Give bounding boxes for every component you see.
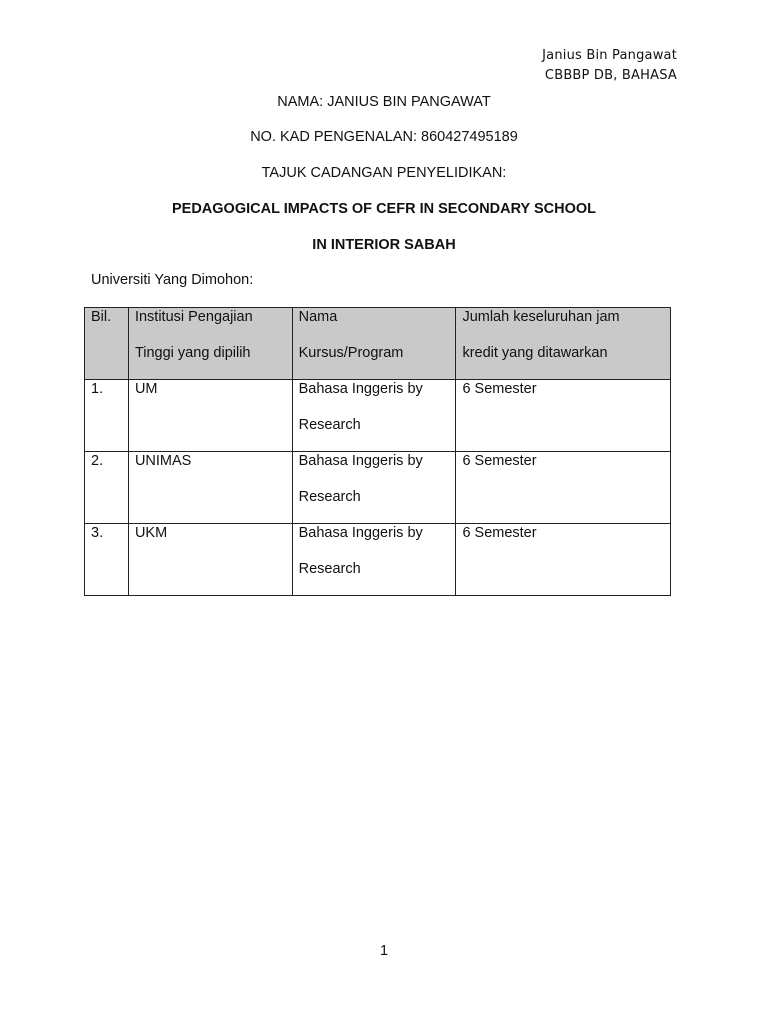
- header-program: Nama Kursus/Program: [292, 308, 456, 380]
- page-number: 1: [379, 943, 389, 959]
- cell-program: Bahasa Inggeris by Research: [292, 452, 456, 524]
- header-program: CBBBP DB, BAHASA: [544, 68, 677, 83]
- cell-institusi: UNIMAS: [128, 452, 292, 524]
- header-jumlah-jam: Jumlah keseluruhan jam kredit yang ditawarkan: [456, 308, 671, 380]
- research-title-line-2: IN INTERIOR SABAH: [312, 237, 456, 253]
- header-bil: Bil.: [85, 308, 129, 380]
- research-title-label: TAJUK CADANGAN PENYELIDIKAN:: [261, 165, 507, 181]
- table-header-row: [85, 308, 671, 380]
- cell-bil: 2.: [85, 452, 129, 524]
- document-header: [542, 46, 677, 86]
- universities-label: Universiti Yang Dimohon:: [91, 272, 254, 288]
- header-author-name: Janius Bin Pangawat: [542, 48, 677, 63]
- cell-jumlah-jam: 6 Semester: [456, 380, 671, 452]
- table-row: [85, 452, 671, 524]
- header-institusi: Institusi Pengajian Tinggi yang dipilih: [128, 308, 292, 380]
- cell-institusi: UKM: [128, 524, 292, 596]
- id-card-number: NO. KAD PENGENALAN: 860427495189: [250, 129, 518, 145]
- cell-program: Bahasa Inggeris by Research: [292, 524, 456, 596]
- cell-bil: 1.: [85, 380, 129, 452]
- cell-jumlah-jam: 6 Semester: [456, 452, 671, 524]
- cell-program: Bahasa Inggeris by Research: [292, 380, 456, 452]
- table-row: [85, 524, 671, 596]
- student-name: NAMA: JANIUS BIN PANGAWAT: [277, 94, 491, 110]
- cell-jumlah-jam: 6 Semester: [456, 524, 671, 596]
- cell-institusi: UM: [128, 380, 292, 452]
- table-row: [85, 380, 671, 452]
- cell-bil: 3.: [85, 524, 129, 596]
- research-title-line-1: PEDAGOGICAL IMPACTS OF CEFR IN SECONDARY SCHOOL: [171, 201, 597, 217]
- universities-table: [84, 307, 671, 596]
